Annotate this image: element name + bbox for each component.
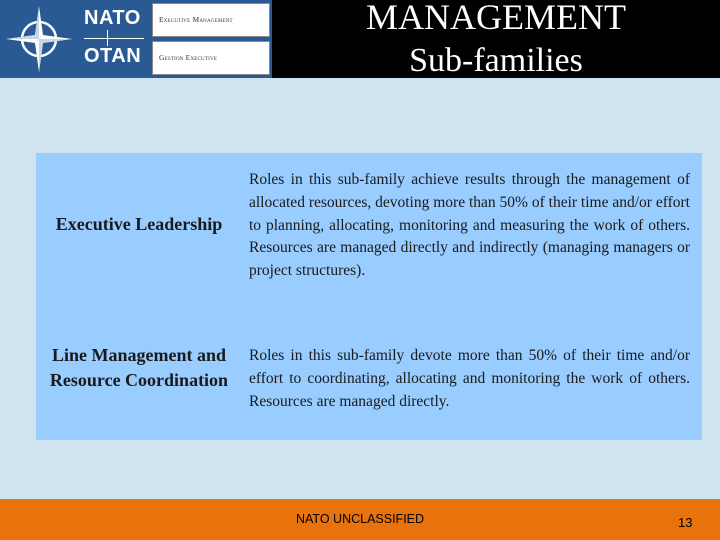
classification-label: NATO UNCLASSIFIED bbox=[296, 512, 425, 526]
row-label-executive-leadership: Executive Leadership bbox=[55, 214, 223, 234]
org-name-fr: OTAN bbox=[84, 45, 142, 67]
unit-name-fr: Gestion Executive bbox=[152, 41, 270, 75]
page-number: 13 bbox=[678, 515, 693, 530]
wordmark-divider-vertical bbox=[107, 30, 108, 46]
wordmark-divider bbox=[84, 38, 144, 39]
slide-title bbox=[272, 0, 720, 78]
title-line-2: Sub-families bbox=[409, 42, 583, 79]
nato-logo-block bbox=[0, 0, 272, 78]
nato-compass-rose-icon bbox=[0, 0, 78, 78]
row-label-line-management: Line Management and Resource Coordination bbox=[49, 345, 229, 390]
slide-header bbox=[0, 0, 720, 78]
row-description-executive-leadership: Roles in this sub-family achieve results through the management of allocated resources, devoting more than 50% of their time and/or effort to planning, allocating, monitoring and measuring the work of others. Resources are managed directly and indirectly (managing managers or project structures). bbox=[249, 171, 690, 280]
row-description-line-management: Roles in this sub-family devote more than 50% of their time and/or effort to coordinating, allocating and monitoring the work of others. Resources are managed directly. bbox=[249, 347, 690, 410]
unit-name-en: Executive Management bbox=[152, 3, 270, 37]
title-line-1: MANAGEMENT bbox=[366, 0, 626, 37]
org-name-en: NATO bbox=[84, 7, 141, 29]
nato-wordmark bbox=[78, 0, 150, 78]
